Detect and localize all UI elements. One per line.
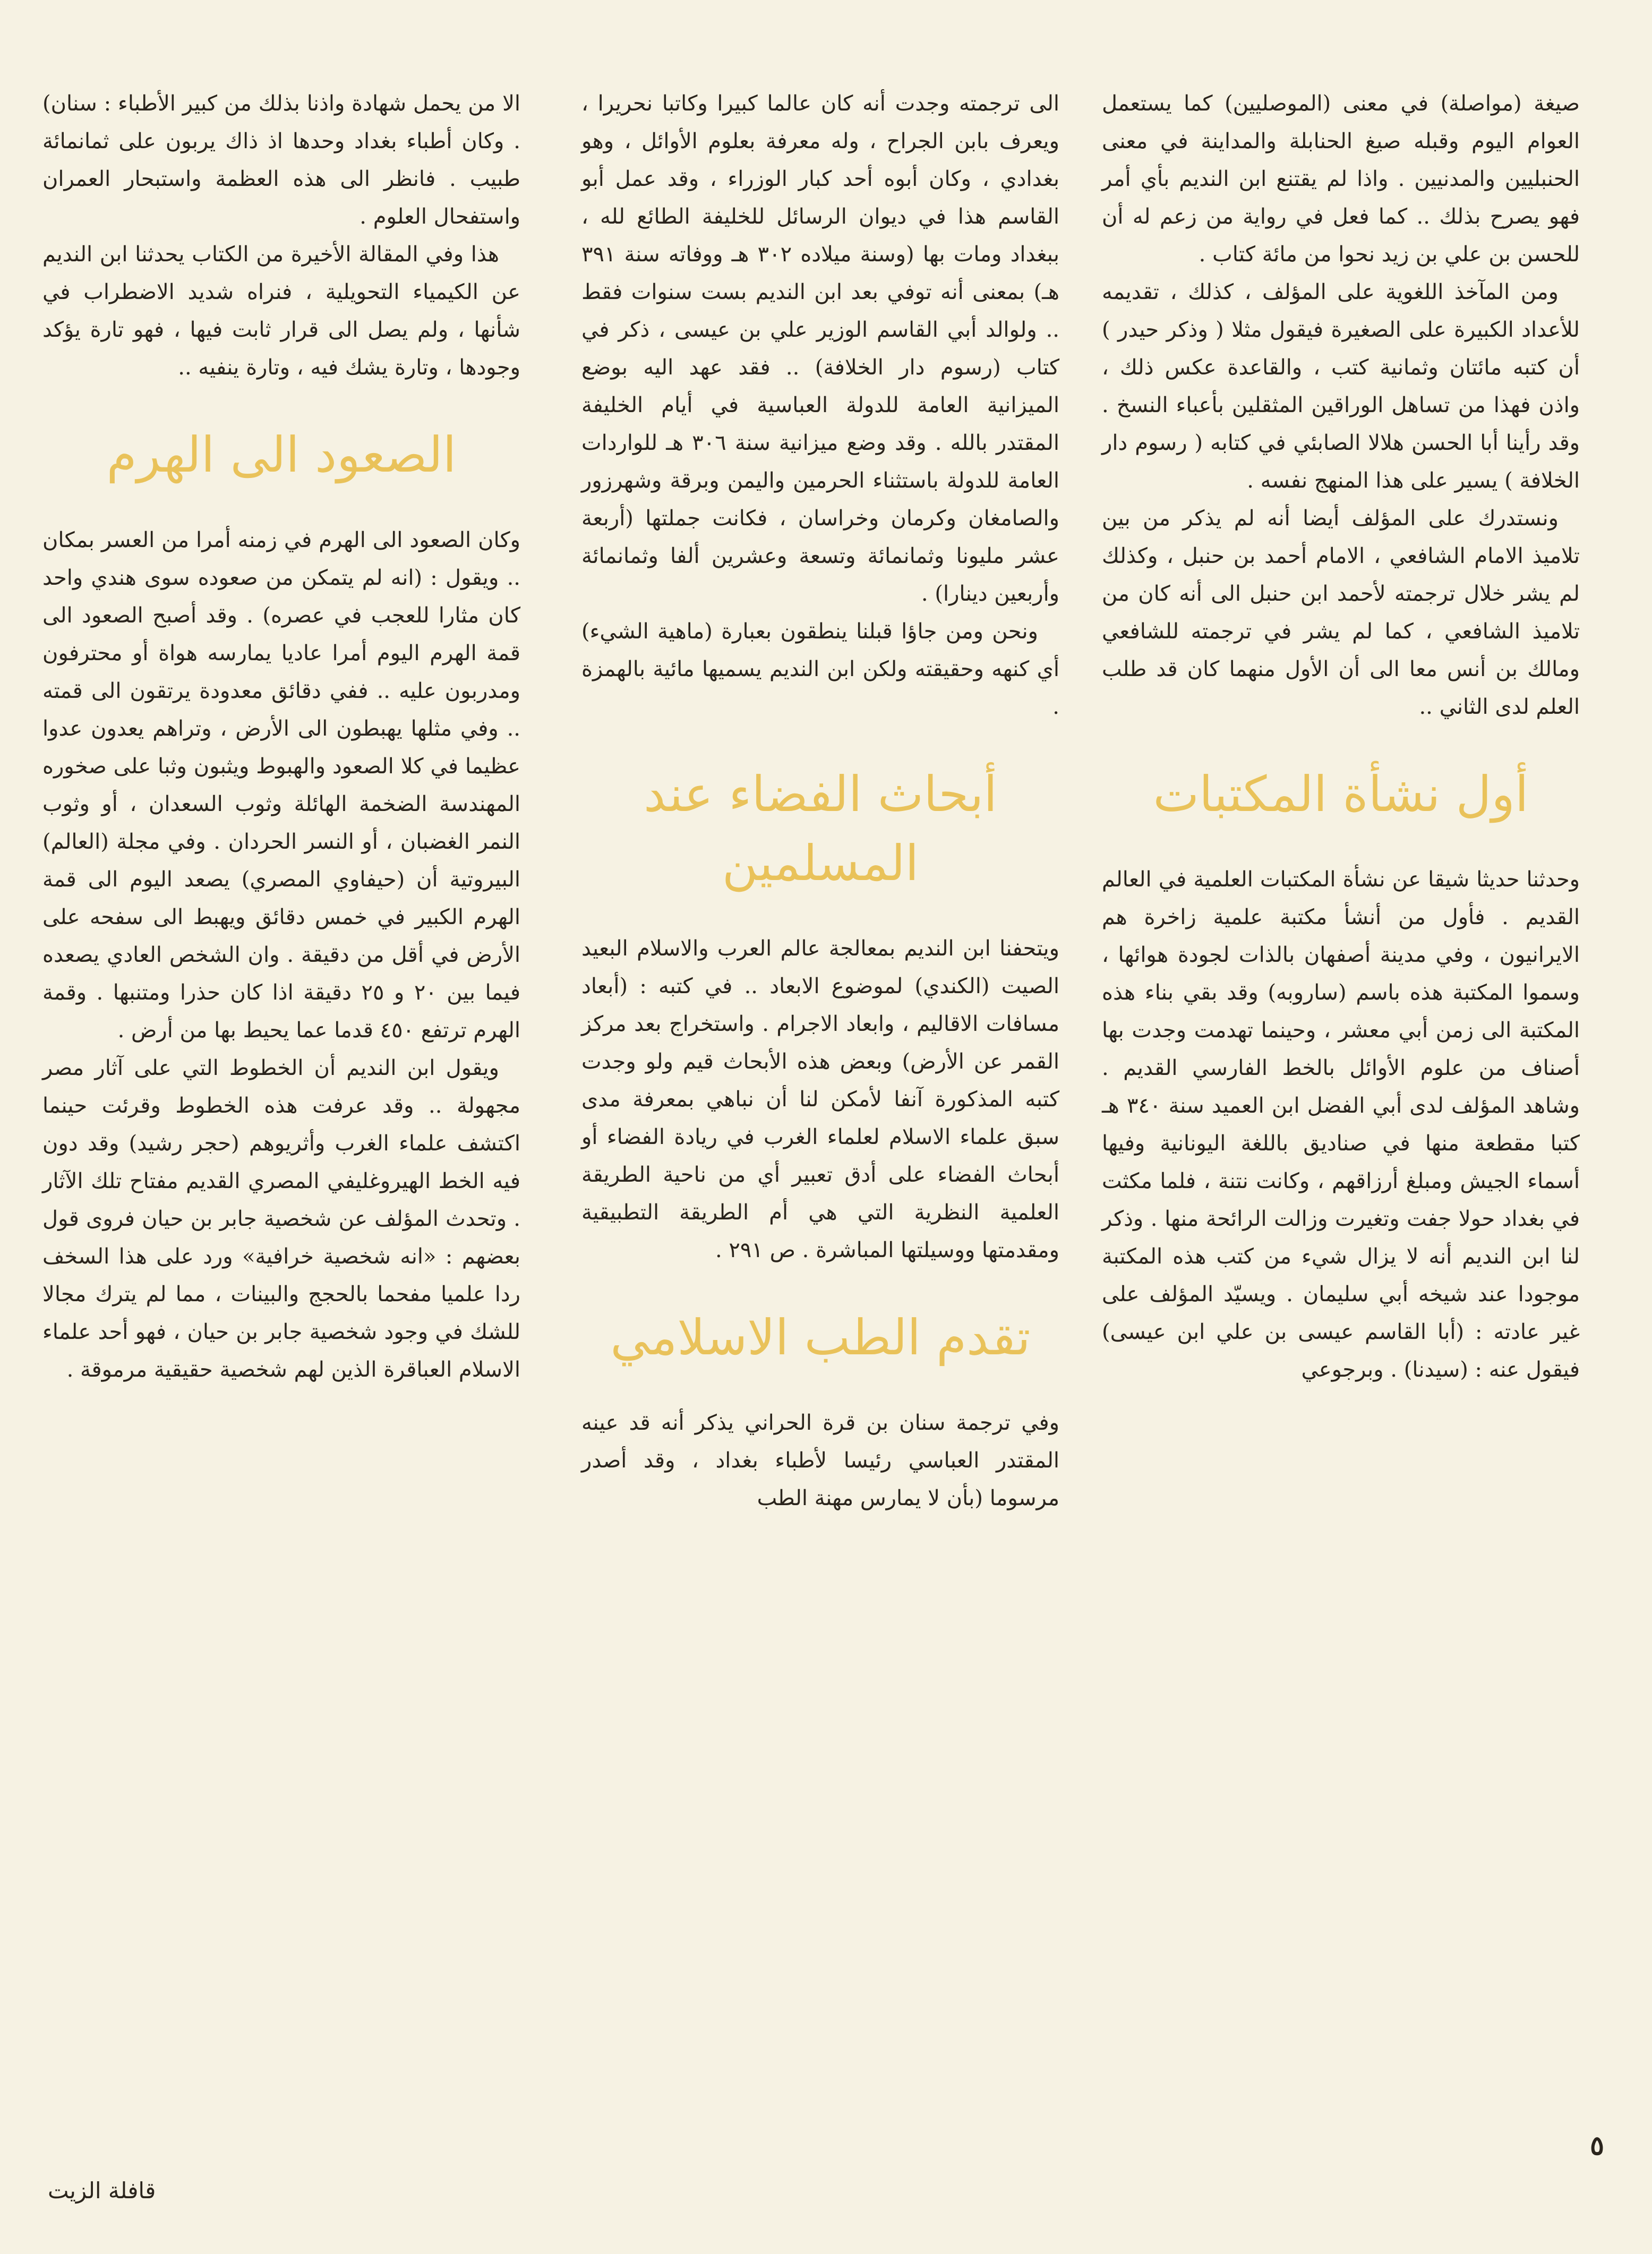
paragraph: ويقول ابن النديم أن الخطوط التي على آثار مصر مجهولة .. وقد عرفت هذه الخطوط وقرئت حينما اكتشف علماء الغرب وأثريوهم (حجر رشيد) وقد دون فيه الخط الهيروغليفي المصري القديم مفتاح تلك الآثار . وتحدث المؤلف عن شخصية جابر بن حيان فروى قول بعضهم : «انه شخصية خرافية» ورد على هذا السخف ردا علميا مفحما بالحجج والبينات ، مما لم يترك مجالا للشك في وجود شخصية جابر بن حيان ، فهو أحد علماء الاسلام العباقرة الذين لهم شخصية حقيقية مرموقة . (42, 1056, 520, 1382)
page-number: ٥ (1590, 2130, 1604, 2161)
paragraph: هذا وفي المقالة الأخيرة من الكتاب يحدثنا ابن النديم عن الكيمياء التحويلية ، فنراه شديد الاضطراب في شأنها ، ولم يصل الى قرار ثابت فيها ، فهو تارة يؤكد وجودها ، وتارة يشك فيه ، وتارة ينفيه .. (42, 242, 520, 380)
paragraph: ومن المآخذ اللغوية على المؤلف ، كذلك ، تقديمه للأعداد الكبيرة على الصغيرة فيقول مثلا ( وذكر حيدر ) أن كتبه مائتان وثمانية كتب ، والقاعدة عكس ذلك ، واذن فهذا من تساهل الوراقين المثقلين بأعباء النسخ . وقد رأينا أبا الحسن هلالا الصابئي في كتابه ( رسوم دار الخلافة ) يسير على هذا المنهج نفسه . (1102, 280, 1580, 493)
paragraph: وفي ترجمة سنان بن قرة الحراني يذكر أنه قد عينه المقتدر العباسي رئيسا لأطباء بغداد ، وقد أصدر مرسوما (بأن لا يمارس مهنة الطب (581, 1411, 1059, 1510)
paragraph: صيغة (مواصلة) في معنى (الموصليين) كما يستعمل العوام اليوم وقبله صيغ الحنابلة والمداينة في معنى الحنبليين والمدنيين . واذا لم يقتنع ابن النديم بأي أمر فهو يصرح بذلك .. كما فعل في رواية من زعم له أن للحسن بن علي بن زيد نحوا من مائة كتاب . (1102, 91, 1580, 267)
paragraph: ونحن ومن جاؤا قبلنا ينطقون بعبارة (ماهية الشيء) أي كنهه وحقيقته ولكن ابن النديم يسميها مائية بالهمزة . (581, 619, 1059, 719)
paragraph: الا من يحمل شهادة واذنا بذلك من كبير الأطباء : سنان) . وكان أطباء بغداد وحدها اذ ذاك يربون على ثمانمائة طبيب . فانظر الى هذه العظمة واستبحار العمران واستفحال العلوم . (42, 91, 520, 229)
paragraph: ويتحفنا ابن النديم بمعالجة عالم العرب والاسلام البعيد الصيت (الكندي) لموضوع الابعاد .. في كتبه : (أبعاد مسافات الاقاليم ، وابعاد الاجرام . واستخراج بعد مركز القمر عن الأرض) وبعض هذه الأبحاث قيم ولو وجدت كتبه المذكورة آنفا لأمكن لنا أن نباهي بمعرفة مدى سبق علماء الاسلام لعلماء الغرب في ريادة الفضاء أو أبحاث الفضاء على أدق تعبير أي من ناحية الطريقة العلمية النظرية التي هي أم الطريقة التطبيقية ومقدمتها ووسيلتها المباشرة . ص ٢٩١ . (581, 936, 1059, 1262)
section-heading-space-research: أبحاث الفضاء عند المسلمين (644, 766, 997, 892)
section-heading-pyramid: الصعود الى الهرم (106, 426, 457, 483)
paragraph: ونستدرك على المؤلف أيضا أنه لم يذكر من بين تلاميذ الامام الشافعي ، الامام أحمد بن حنبل ، وكذلك لم يشر خلال ترجمته لأحمد ابن حنبل الى أنه كان من تلاميذ الشافعي ، كما لم يشر في ترجمته للشافعي ومالك بن أنس معا الى أن الأول منهما كان قد طلب العلم لدى الثاني .. (1102, 506, 1580, 719)
article-column-right (1102, 85, 1580, 1389)
article-column-middle (581, 85, 1059, 1517)
section-heading-libraries: أول نشأة المكتبات (1153, 766, 1529, 823)
magazine-name: قافلة الزيت (48, 2178, 156, 2204)
section-heading-medicine: تقدم الطب الاسلامي (610, 1309, 1031, 1366)
article-column-left (42, 85, 520, 1389)
paragraph: الى ترجمته وجدت أنه كان عالما كبيرا وكاتبا نحريرا ، ويعرف بابن الجراح ، وله معرفة بعلوم الأوائل ، وهو بغدادي ، وكان أبوه أحد كبار الوزراء ، وقد عمل أبو القاسم هذا في ديوان الرسائل للخليفة الطائع لله ، ببغداد ومات بها (وسنة ميلاده ٣٠٢ هـ ووفاته سنة ٣٩١ هـ) بمعنى أنه توفي بعد ابن النديم بست سنوات فقط .. ولوالد أبي القاسم الوزير علي بن عيسى ، ذكر في كتاب (رسوم دار الخلافة) .. فقد عهد اليه بوضع الميزانية العامة للدولة العباسية في أيام الخليفة المقتدر بالله . وقد وضع ميزانية سنة ٣٠٦ هـ للواردات العامة للدولة باستثناء الحرمين واليمن وبرقة وشهرزور والصامغان وكرمان وخراسان ، فكانت جملتها (أربعة عشر مليونا وثمانمائة وتسعة وعشرين ألفا وثمانمائة وأربعين دينارا) . (581, 91, 1059, 606)
paragraph: وكان الصعود الى الهرم في زمنه أمرا من العسر بمكان .. ويقول : (انه لم يتمكن من صعوده سوى هندي واحد كان مثارا للعجب في عصره) . وقد أصبح الصعود الى قمة الهرم اليوم أمرا عاديا يمارسه هواة أو محترفون ومدربون عليه .. ففي دقائق معدودة يرتقون الى قمته .. وفي مثلها يهبطون الى الأرض ، وتراهم يعدون عدوا عظيما في كلا الصعود والهبوط ويثبون وثبا على صخوره المهندسة الضخمة الهائلة وثوب السعدان ، أو وثوب النمر الغضبان ، أو النسر الحردان . وفي مجلة (العالم) البيروتية أن (حيفاوي المصري) يصعد اليوم الى قمة الهرم الكبير في خمس دقائق ويهبط الى سفحه على الأرض في أقل من دقيقة . وان الشخص العادي يصعده فيما بين ٢٠ و ٢٥ دقيقة اذا كان حذرا ومتنبها . وقمة الهرم ترتفع ٤٥٠ قدما عما يحيط بها من أرض . (42, 528, 520, 1043)
paragraph: وحدثنا حديثا شيقا عن نشأة المكتبات العلمية في العالم القديم . فأول من أنشأ مكتبة علمية زاخرة هم الايرانيون ، وفي مدينة أصفهان بالذات لجودة هوائها ، وسموا المكتبة هذه باسم (ساروبه) وقد بقي بناء هذه المكتبة الى زمن أبي معشر ، وحينما تهدمت وجدت بها أصناف من علوم الأوائل بالخط الفارسي القديم . وشاهد المؤلف لدى أبي الفضل ابن العميد سنة ٣٤٠ هـ كتبا مقطعة منها في صناديق باللغة اليونانية وفيها أسماء الجيش ومبلغ أرزاقهم ، وكانت نتنة ، فلما مكثت في بغداد حولا جفت وتغيرت وزالت الرائحة منها . وذكر لنا ابن النديم أنه لا يزال شيء من كتب هذه المكتبة موجودا عند شيخه أبي سليمان . ويسيّد المؤلف على غير عادته : (أبا القاسم عيسى بن علي ابن عيسى) فيقول عنه : (سيدنا) . وبرجوعي (1102, 867, 1580, 1382)
